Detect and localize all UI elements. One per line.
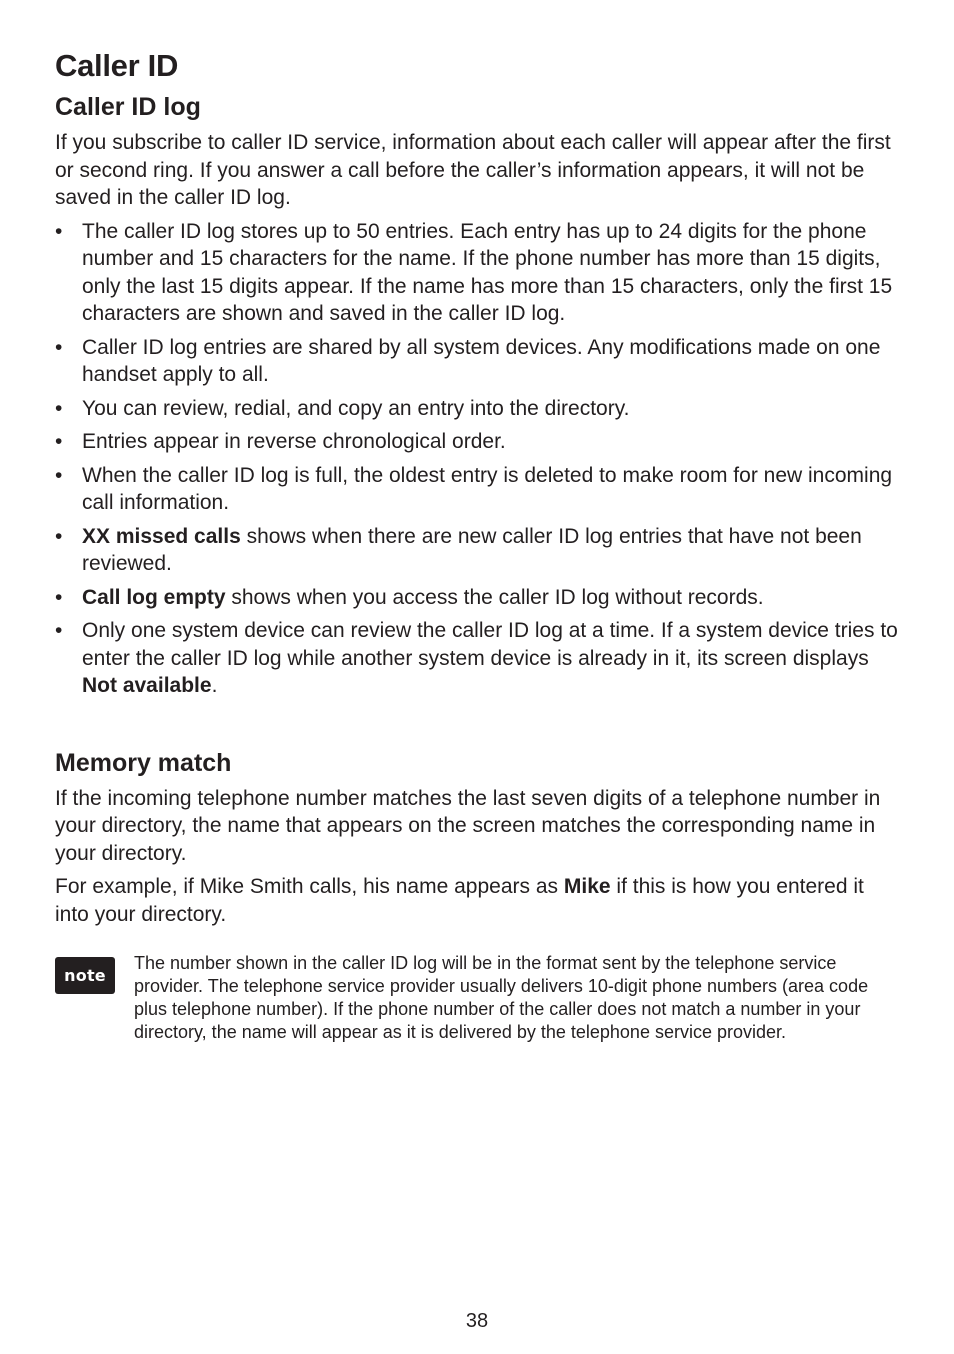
note-box bbox=[55, 952, 900, 1044]
caller-id-log-bullet-list bbox=[55, 218, 900, 700]
bullet-icon: • bbox=[55, 463, 63, 487]
example-text-end: if this is how you entered it into your directory. bbox=[55, 875, 864, 926]
bullet-text-end: . bbox=[211, 674, 218, 697]
list-item bbox=[55, 617, 900, 700]
bullet-icon: • bbox=[55, 396, 63, 420]
bullet-bold-term: Call log empty bbox=[82, 585, 226, 609]
example-bold-name: Mike bbox=[563, 875, 611, 898]
bullet-icon: • bbox=[55, 619, 63, 642]
note-icon: note bbox=[55, 957, 115, 994]
memory-match-heading: Memory match bbox=[55, 748, 232, 777]
bullet-icon: • bbox=[55, 335, 63, 359]
list-item bbox=[55, 462, 900, 517]
list-item bbox=[55, 428, 900, 456]
page-title: Caller ID bbox=[55, 48, 179, 83]
page-content bbox=[55, 46, 900, 1044]
list-item bbox=[55, 584, 900, 612]
bullet-icon: • bbox=[55, 524, 63, 548]
bullet-icon: • bbox=[55, 430, 63, 453]
memory-match-paragraph: If the incoming telephone number matches the last seven digits of a telephone number in your directory, the name that appears on the screen matches the corresponding name in your directory. bbox=[55, 786, 881, 865]
list-item bbox=[55, 395, 900, 423]
bullet-text: shows when you access the caller ID log without records. bbox=[225, 585, 764, 609]
bullet-text: When the caller ID log is full, the oldest entry is deleted to make room for new incoming call information. bbox=[82, 463, 893, 514]
example-text: For example, if Mike Smith calls, his name appears as bbox=[55, 875, 564, 898]
caller-id-log-heading: Caller ID log bbox=[55, 93, 201, 121]
bullet-text: Entries appear in reverse chronological order. bbox=[82, 430, 506, 453]
memory-match-example bbox=[55, 873, 900, 928]
bullet-bold-term: XX missed calls bbox=[82, 524, 241, 548]
bullet-icon: • bbox=[55, 585, 63, 609]
bullet-text: Caller ID log entries are shared by all system devices. Any modifications made on one handset apply to all. bbox=[82, 335, 881, 386]
caller-id-log-intro: If you subscribe to caller ID service, information about each caller will appear after the first or second ring. If you answer a call before the caller’s information appears, it will not be saved in the caller ID log. bbox=[55, 131, 891, 209]
note-text: The number shown in the caller ID log will be in the format sent by the telephone service provider. The telephone service provider usually delivers 10-digit phone numbers (area code plus telephone number). If the phone number of the caller does not match a number in your directory, the name will appear as it is delivered by the telephone service provider. bbox=[134, 953, 869, 1042]
list-item bbox=[55, 523, 900, 578]
bullet-icon: • bbox=[55, 219, 63, 243]
list-item bbox=[55, 218, 900, 328]
page-number: 38 bbox=[465, 1310, 489, 1332]
bullet-text: You can review, redial, and copy an entry into the directory. bbox=[82, 396, 630, 420]
list-item bbox=[55, 334, 900, 389]
bullet-text: shows when there are new caller ID log entries that have not been reviewed. bbox=[82, 524, 862, 575]
bullet-bold-term: Not available bbox=[82, 674, 212, 697]
bullet-text: Only one system device can review the caller ID log at a time. If a system device tries to enter the caller ID log while another system device is already in it, its screen displays bbox=[82, 619, 898, 670]
bullet-text: The caller ID log stores up to 50 entries. Each entry has up to 24 digits for the phone number and 15 characters for the name. If the phone number has more than 15 digits, only the last 15 digits appear. If the name has more than 15 characters, only the first 15 characters are shown and saved in the caller ID log. bbox=[82, 219, 893, 325]
section-spacer bbox=[55, 706, 900, 746]
